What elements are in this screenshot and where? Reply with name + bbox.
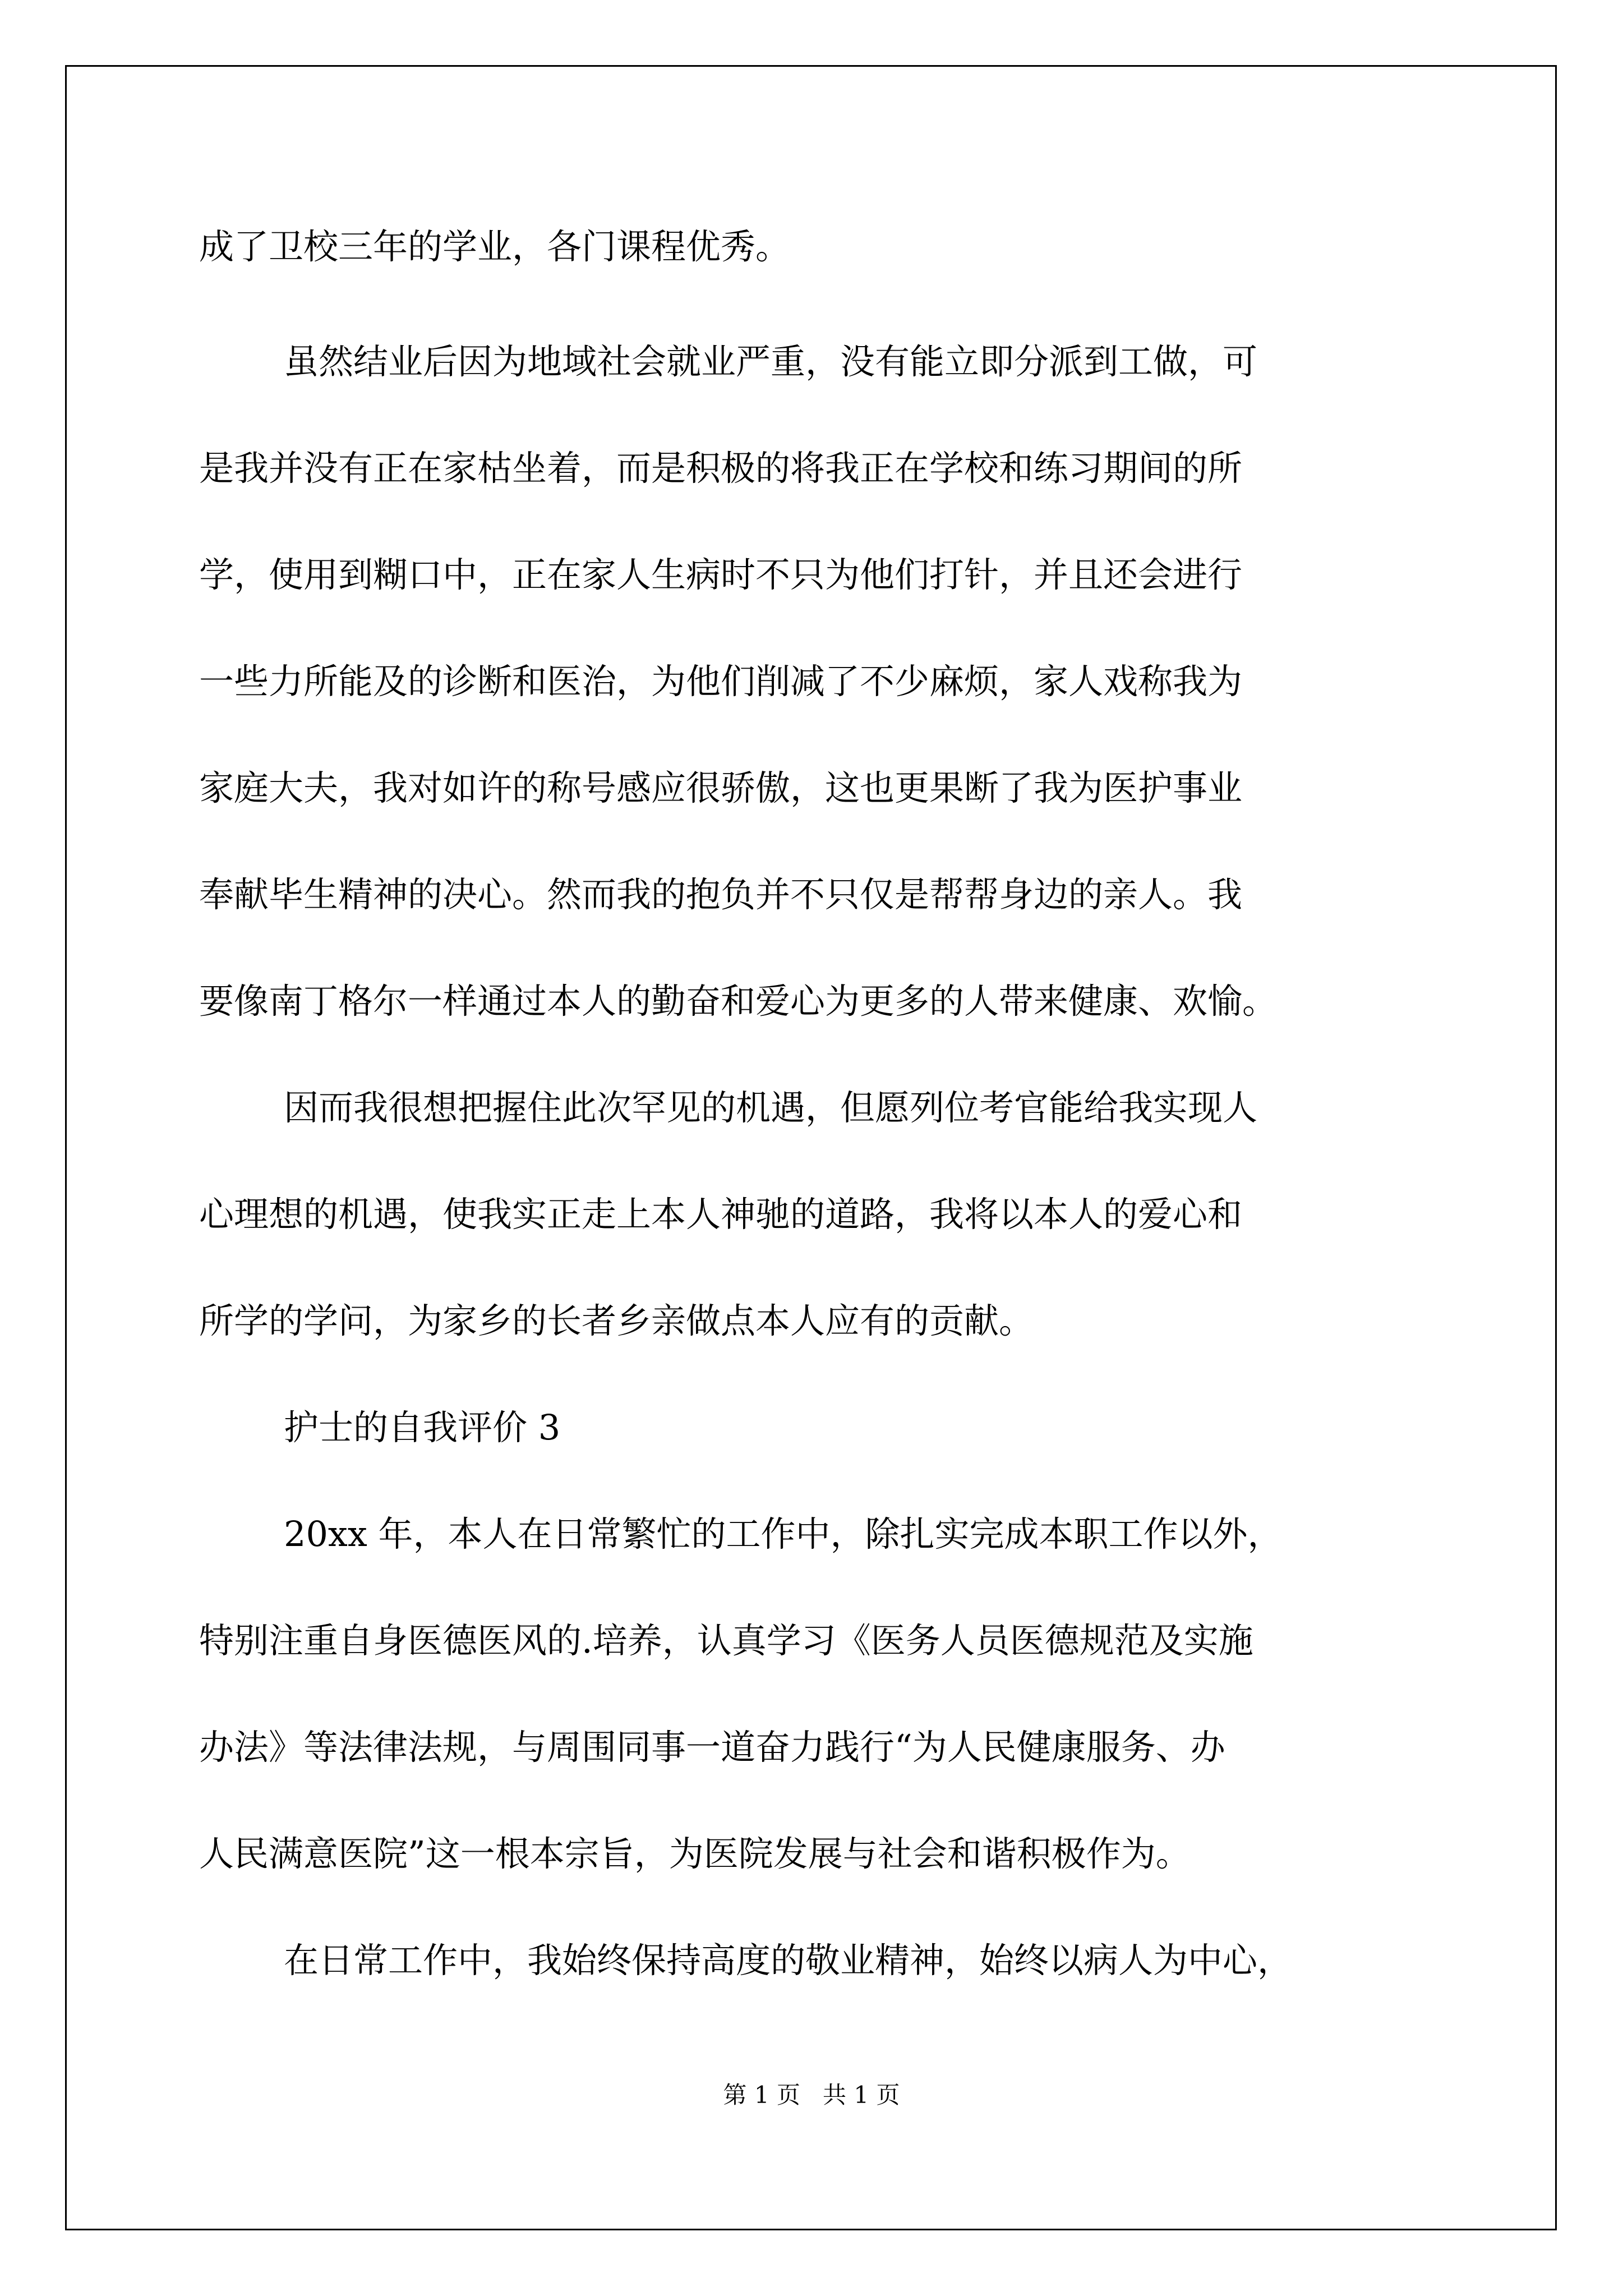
- text-line: 成了卫校三年的学业，各门课程优秀。: [199, 226, 791, 267]
- text-line: 特别注重自身医德医风的.培养，认真学习《医务人员医德规范及实施: [199, 1620, 1253, 1661]
- page-border: [65, 65, 1557, 2230]
- text-line: 因而我很想把握住此次罕见的机遇，但愿列位考官能给我实现人: [284, 1087, 1258, 1128]
- section-heading: 护士的自我评价 3: [284, 1407, 561, 1448]
- text-line: 虽然结业后因为地域社会就业严重，没有能立即分派到工做，可: [284, 341, 1258, 382]
- text-line: 学，使用到糊口中，正在家人生病时不只为他们打针，并且还会进行: [199, 554, 1243, 595]
- text-line: 心理想的机遇，使我实正走上本人神驰的道路，我将以本人的爱心和: [199, 1194, 1243, 1235]
- text-line: 一些力所能及的诊断和医治，为他们削减了不少麻烦，家人戏称我为: [199, 661, 1243, 702]
- text-line: 所学的学问，为家乡的长者乡亲做点本人应有的贡献。: [199, 1300, 1034, 1341]
- page-footer: 第 1 页 共 1 页: [723, 2081, 900, 2109]
- text-line: 在日常工作中，我始终保持高度的敬业精神，始终以病人为中心，: [284, 1940, 1293, 1981]
- text-line: 是我并没有正在家枯坐着，而是积极的将我正在学校和练习期间的所: [199, 448, 1243, 489]
- text-line: 办法》等法律法规，与周围同事一道奋力践行“为人民健康服务、办: [199, 1727, 1225, 1768]
- text-line: 人民满意医院”这一根本宗旨，为医院发展与社会和谐积极作为。: [199, 1833, 1191, 1874]
- text-line: 奉献毕生精神的决心。然而我的抱负并不只仅是帮帮身边的亲人。我: [199, 874, 1243, 915]
- text-line: 20xx 年，本人在日常繁忙的工作中，除扎实完成本职工作以外，: [284, 1513, 1283, 1554]
- text-line: 家庭大夫，我对如许的称号感应很骄傲，这也更果断了我为医护事业: [199, 767, 1243, 808]
- text-line: 要像南丁格尔一样通过本人的勤奋和爱心为更多的人带来健康、欢愉。: [199, 981, 1278, 1022]
